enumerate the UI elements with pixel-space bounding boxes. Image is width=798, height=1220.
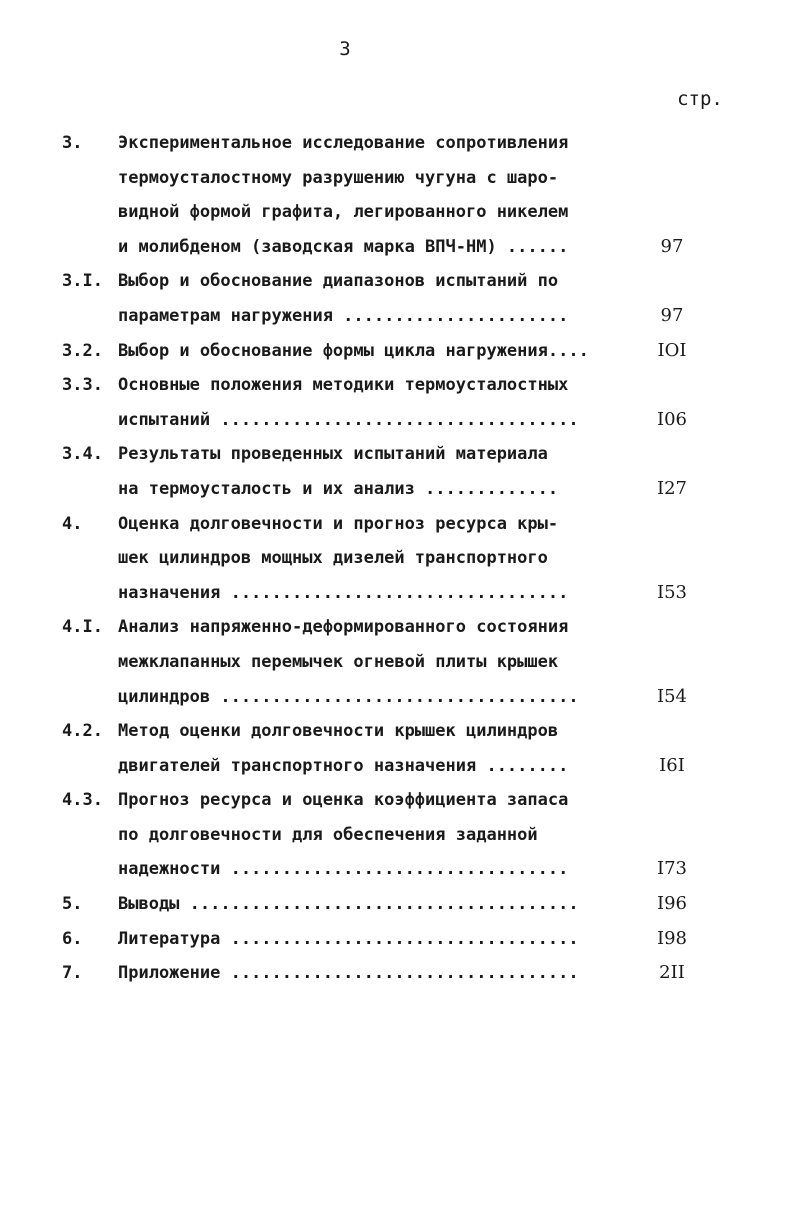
toc-entry-title-line: Выбор и обоснование диапазонов испытаний по	[118, 271, 559, 292]
toc-entry-title-line: Анализ напряженно-деформированного состояния	[118, 617, 569, 638]
toc-entry-title	[118, 783, 638, 887]
toc-entry-page: 97	[660, 235, 684, 257]
toc-entry-title-line: двигателей транспортного назначения ........	[118, 755, 569, 776]
toc-entry	[62, 126, 742, 264]
toc-entry-title-line: межклапанных перемычек огневой плиты крышек	[118, 651, 559, 672]
toc-entry-title-line: Выбор и обоснование формы цикла нагружения....	[118, 340, 589, 361]
toc-entry-number: 3.I.	[62, 271, 103, 292]
toc-entry	[62, 956, 742, 991]
toc-entry-title	[118, 264, 638, 333]
toc-entry-title	[118, 437, 638, 506]
toc-entry-number: 4.2.	[62, 721, 103, 742]
page-column-header: стр.	[677, 88, 723, 110]
toc-entry-title	[118, 507, 638, 611]
toc-entry-title-line: по долговечности для обеспечения заданной	[118, 824, 538, 845]
toc-entry	[62, 507, 742, 611]
toc-entry-number: 5.	[62, 894, 83, 915]
toc-entry-page: I27	[656, 477, 687, 499]
toc-entry-page: 2II	[659, 962, 685, 984]
toc-entry-title-line: Литература ..................................	[118, 928, 579, 949]
toc-entry-title-line: Экспериментальное исследование сопротивления	[118, 133, 569, 153]
toc-entry-title	[118, 956, 638, 991]
toc-entry	[62, 368, 742, 437]
toc-entry-number: 3.	[62, 133, 83, 153]
toc-entry	[62, 783, 742, 887]
toc-entry-title-line: назначения .................................	[118, 582, 569, 603]
toc-entry-title	[118, 922, 638, 957]
toc-entry-number: 3.2.	[62, 340, 103, 361]
toc-entry-title-line: на термоусталость и их анализ .............	[118, 478, 559, 499]
toc-entry-page: I06	[656, 408, 687, 430]
toc-entry	[62, 264, 742, 333]
toc-entry-page: I73	[656, 858, 687, 880]
toc-entry-title-line: Прогноз ресурса и оценка коэффициента запаса	[118, 790, 569, 811]
table-of-contents	[62, 126, 742, 991]
toc-entry-number: 7.	[62, 963, 83, 984]
toc-entry-page: I53	[656, 581, 687, 603]
toc-entry	[62, 714, 742, 783]
toc-entry-title-line: Метод оценки долговечности крышек цилиндров	[118, 721, 559, 742]
toc-entry-number: 3.3.	[62, 375, 103, 396]
toc-entry-title	[118, 334, 638, 369]
toc-entry-number: 3.4.	[62, 444, 103, 465]
toc-entry-number: 4.I.	[62, 617, 103, 638]
toc-entry-number: 4.3.	[62, 790, 103, 811]
toc-entry	[62, 887, 742, 922]
toc-entry-title	[118, 714, 638, 783]
toc-entry-title-line: Основные положения методики термоусталостных	[118, 375, 569, 396]
toc-entry-title-line: испытаний ...................................	[118, 409, 579, 430]
toc-entry	[62, 437, 742, 506]
toc-entry-title-line: параметрам нагружения ......................	[118, 305, 569, 326]
toc-entry-page: IOI	[657, 339, 687, 361]
toc-entry-title-line: Выводы ......................................	[118, 894, 579, 915]
toc-entry-number: 4.	[62, 513, 83, 534]
toc-entry-title-line: Приложение ..................................	[118, 963, 579, 984]
toc-entry-title-line: цилиндров ...................................	[118, 686, 579, 707]
toc-entry-number: 6.	[62, 928, 83, 949]
toc-entry-page: I98	[656, 927, 687, 949]
toc-entry-page: I6I	[659, 754, 685, 776]
toc-entry-title	[118, 126, 638, 264]
toc-entry-title	[118, 610, 638, 714]
toc-entry-title-line: и молибденом (заводская марка ВПЧ-НМ) ......	[118, 236, 569, 257]
toc-entry-title-line: термоусталостному разрушению чугуна с шаро-	[118, 167, 559, 188]
toc-entry-page: 97	[660, 304, 684, 326]
toc-entry	[62, 610, 742, 714]
toc-entry-title-line: видной формой графита, легированного никелем	[118, 202, 569, 223]
toc-entry-page: I54	[656, 685, 687, 707]
toc-entry-title-line: надежности .................................	[118, 859, 569, 880]
toc-entry	[62, 334, 742, 369]
toc-entry-title-line: Результаты проведенных испытаний материала	[118, 444, 548, 465]
toc-entry-title	[118, 368, 638, 437]
toc-entry-title-line: шек цилиндров мощных дизелей транспортного	[118, 548, 548, 569]
toc-entry	[62, 922, 742, 957]
page-number: 3	[339, 38, 351, 60]
toc-entry-title	[118, 887, 638, 922]
toc-entry-page: I96	[656, 893, 687, 915]
toc-entry-title-line: Оценка долговечности и прогноз ресурса кры-	[118, 513, 559, 534]
